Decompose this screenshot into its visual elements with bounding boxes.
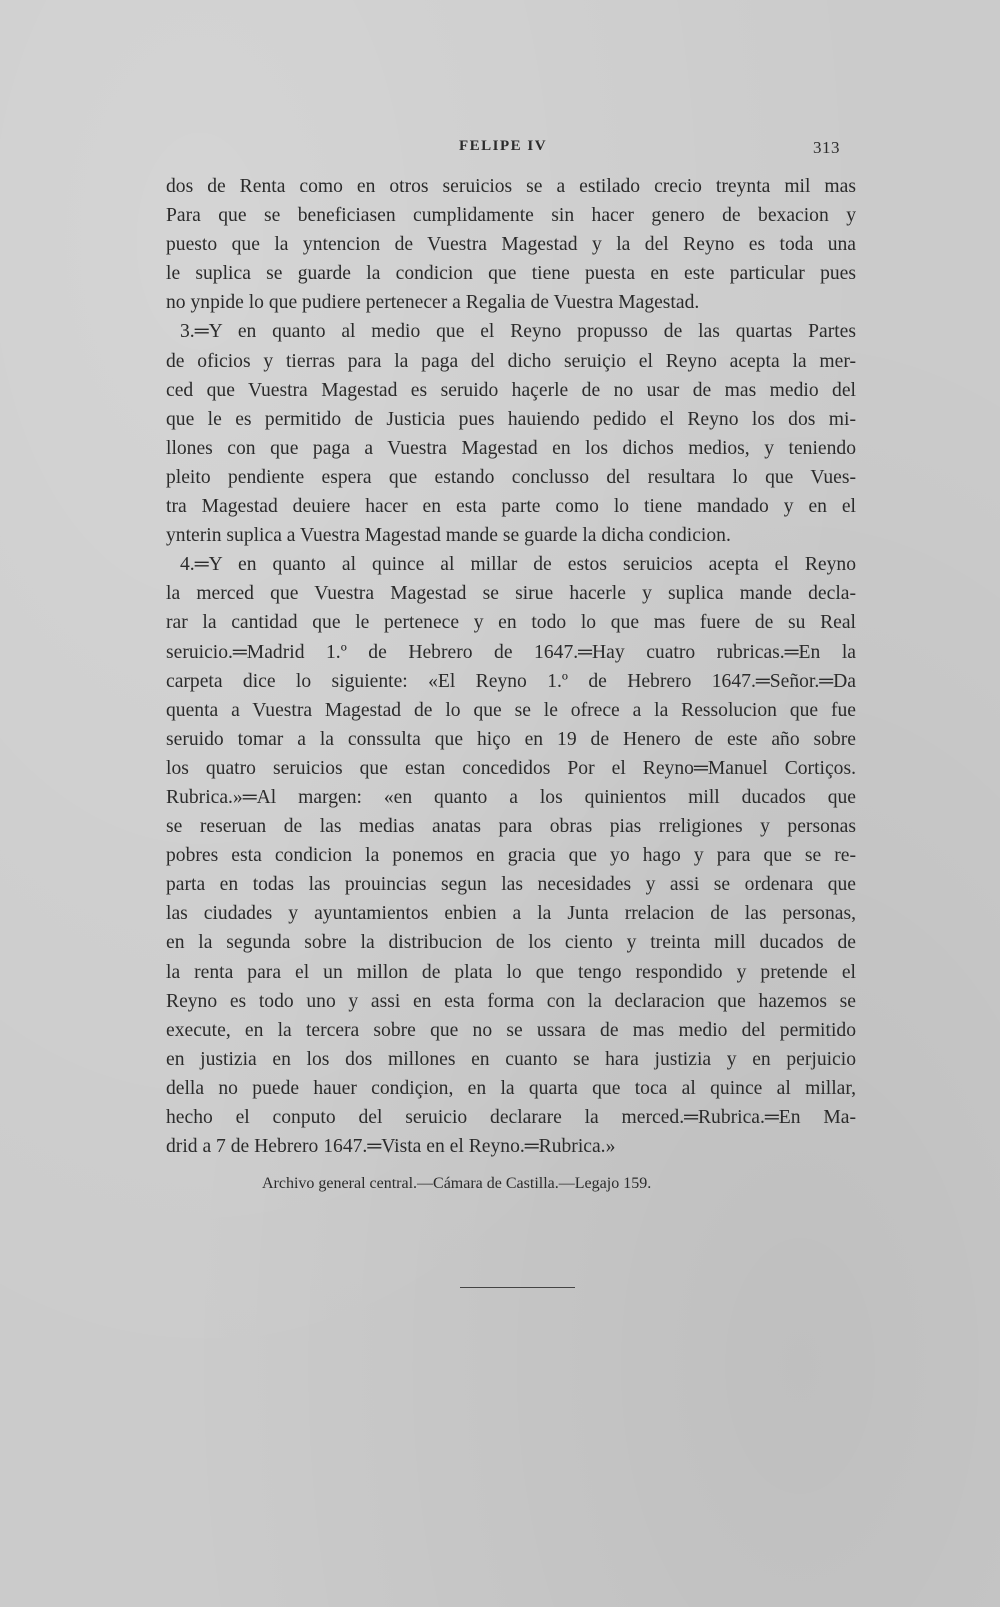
text-line: Reyno es todo uno y assi en esta forma con la declaracion que hazemos se	[166, 990, 856, 1012]
text-line: la merced que Vuestra Magestad se sirue hacerle y suplica mande decla-	[166, 583, 856, 605]
body-text	[166, 172, 856, 1161]
text-line: Para que se beneficiasen cumplidamente sin hacer genero de bexacion y	[166, 205, 856, 227]
text-line: seruido tomar a la conssulta que hiço en 19 de Henero de este año sobre	[166, 728, 856, 750]
running-title: FELIPE IV	[458, 138, 548, 154]
text-line: Rubrica.»═Al margen: «en quanto a los quinientos mill ducados que	[166, 786, 856, 808]
text-line: se reseruan de las medias anatas para obras pias rreligiones y personas	[166, 816, 856, 838]
text-line: las ciudades y ayuntamientos enbien a la Junta rrelacion de las personas,	[166, 903, 856, 925]
text-line: 3.═Y en quanto al medio que el Reyno propusso de las quartas Partes	[180, 321, 856, 343]
text-line: en la segunda sobre la distribucion de los ciento y treinta mill ducados de	[166, 932, 856, 954]
text-line: en justizia en los dos millones en cuanto se hara justizia y en perjuicio	[166, 1048, 856, 1070]
text-line: dos de Renta como en otros seruicios se a estilado crecio treynta mil mas	[166, 176, 856, 197]
closing-rule	[460, 1287, 575, 1288]
text-line: quenta a Vuestra Magestad de lo que se le ofrece a la Ressolucion que fue	[166, 699, 856, 721]
text-line: carpeta dice lo siguiente: «El Reyno 1.º de Hebrero 1647.═Señor.═Da	[166, 670, 856, 692]
text-line: hecho el conputo del seruicio declarare la merced.═Rubrica.═En Ma-	[166, 1107, 856, 1128]
running-head	[166, 138, 840, 162]
text-line: no ynpide lo que pudiere pertenecer a Regalia de Vuestra Magestad.	[166, 292, 700, 314]
text-line: llones con que paga a Vuestra Magestad en los dichos medios, y teniendo	[166, 437, 856, 459]
text-line: puesto que la yntencion de Vuestra Magestad y la del Reyno es toda una	[166, 234, 856, 256]
text-line: drid a 7 de Hebrero 1647.═Vista en el Reyno.═Rubrica.»	[166, 1136, 616, 1158]
text-line: los quatro seruicios que estan concedidos Por el Reyno═Manuel Cortiços.	[166, 757, 856, 779]
text-line: le suplica se guarde la condicion que tiene puesta en este particular pues	[166, 263, 856, 285]
text-line: seruicio.═Madrid 1.º de Hebrero de 1647.═Hay cuatro rubricas.═En la	[166, 641, 856, 663]
text-line: ced que Vuestra Magestad es seruido haçerle de no usar de mas medio del	[166, 379, 856, 401]
text-line: tra Magestad deuiere hacer en esta parte como lo tiene mandado y en el	[166, 496, 856, 518]
text-line: parta en todas las prouincias segun las necesidades y assi se ordenara que	[166, 874, 856, 896]
text-line: la renta para el un millon de plata lo que tengo respondido y pretende el	[166, 961, 856, 983]
text-line: de oficios y tierras para la paga del dicho seruiçio el Reyno acepta la mer-	[166, 350, 856, 372]
text-line: 4.═Y en quanto al quince al millar de estos seruicios acepta el Reyno	[180, 554, 856, 576]
page-number: 313	[813, 138, 840, 157]
text-line: pobres esta condicion la ponemos en gracia que yo hago y para que se re-	[166, 845, 856, 867]
text-line: que le es permitido de Justicia pues hauiendo pedido el Reyno los dos mi-	[166, 408, 856, 430]
text-line: pleito pendiente espera que estando conclusso del resultara lo que Vues-	[166, 466, 856, 488]
text-line: ynterin suplica a Vuestra Magestad mande se guarde la dicha condicion.	[166, 525, 731, 547]
text-line: rar la cantidad que le pertenece y en todo lo que mas fuere de su Real	[166, 612, 856, 634]
text-line: della no puede hauer condiçion, en la quarta que toca al quince al millar,	[166, 1077, 856, 1099]
source-note: Archivo general central.—Cámara de Castilla.—Legajo 159.	[262, 1175, 652, 1192]
text-line: execute, en la tercera sobre que no se ussara de mas medio del permitido	[166, 1019, 856, 1041]
